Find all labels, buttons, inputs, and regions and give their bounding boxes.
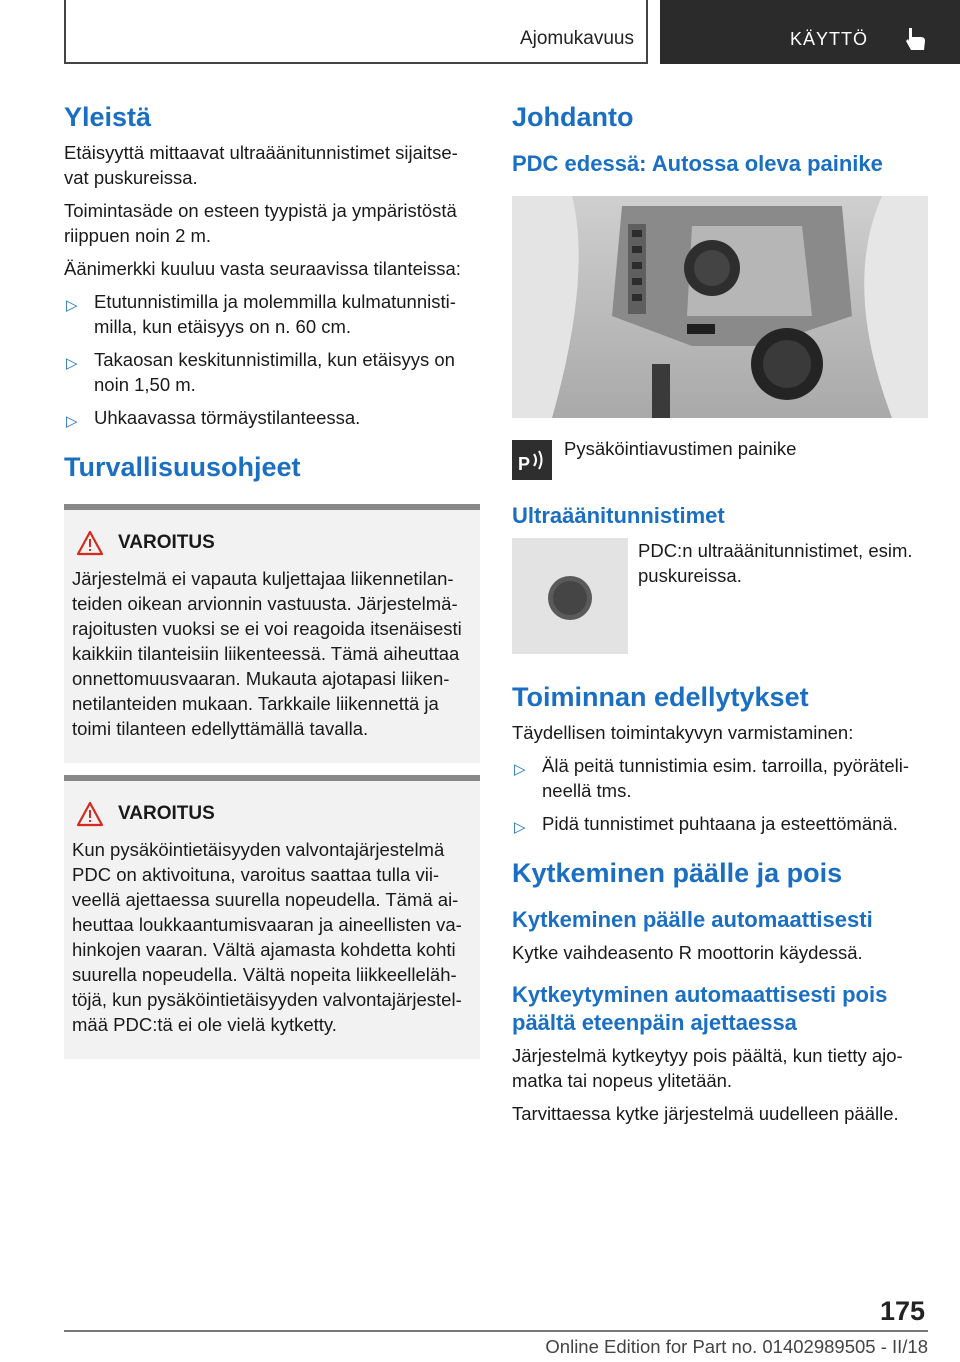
triangle-bullet-icon: ▷ (514, 761, 526, 778)
sensors-text: PDC:n ultraäänitunnistimet, esim. puskureissa. (638, 540, 913, 586)
header-chapter-label: KÄYTTÖ (790, 29, 869, 49)
list-item: ▷ Uhkaavassa törmäystilanteessa. (64, 405, 480, 430)
list-item: ▷ Takaosan keskitunnistimilla, kun etäisyys on noin 1,50 m. (66, 349, 455, 395)
page-header (0, 0, 960, 66)
heading-requirements: Toiminnan edellytykset (512, 682, 809, 712)
center-console-image (512, 196, 928, 418)
auto-off-text-1: Järjestelmä kytkeytyy pois päältä, kun tietty ajo-matka tai nopeus ylitetään. (512, 1045, 903, 1091)
paragraph-range: Toimintasäde on esteen tyypistä ja ympäristöstä riippuen noin 2 m. (64, 200, 457, 246)
header-section-label: Ajomukavuus (519, 28, 634, 49)
triangle-bullet-icon: ▷ (514, 819, 526, 836)
requirements-intro: Täydellisen toimintakyvyn varmistaminen: (512, 722, 854, 743)
auto-off-text-2: Tarvittaessa kytke järjestelmä uudelleen päälle. (512, 1103, 899, 1124)
heading-pdc-front: PDC edessä: Autossa oleva painike (512, 151, 883, 176)
heading-auto-on: Kytkeminen päälle automaattisesti (512, 907, 873, 932)
triangle-bullet-icon: ▷ (66, 297, 78, 314)
heading-general: Yleistä (64, 102, 152, 132)
warning-title-1: VAROITUS (72, 528, 472, 558)
sensor-figure-row (512, 538, 928, 654)
header-section-box (64, 0, 648, 64)
paragraph-signal-intro: Äänimerkki kuuluu vasta seuraavissa tilanteissa: (64, 258, 461, 279)
heading-sensors: Ultraäänitunnistimet (512, 503, 725, 528)
list-item: ▷ Etutunnistimilla ja molemmilla kulmatunnisti-milla, kun etäisyys on n. 60 cm. (66, 291, 456, 337)
svg-text:P: P (518, 454, 531, 474)
warning-text-2: Kun pysäköintietäisyyden valvontajärjestelmä PDC on aktivoituna, varoitus saattaa tulla vii-veellä ajettaessa suurella nopeudella. Tämä ai-heuttaa loukkaantumisvaaran ja aineellisten va-hinkojen vaaran. Vältä ajamasta kohdetta kohti suurella nopeudella. Vältä nopeita liikkeelleläh-töjä, kun pysäköintietäisyyden valvontajärjestel-mää PDC:tä ei ole vielä kytketty. (72, 839, 462, 1035)
heading-on-off: Kytkeminen päälle ja pois (512, 858, 843, 888)
header-chapter-box (660, 0, 960, 64)
warning-triangle-icon (76, 801, 104, 827)
hand-pointer-icon (900, 24, 930, 54)
paragraph-sensors-location: Etäisyyttä mittaavat ultraäänitunnistimet sijaitse-vat puskureissa. (64, 142, 458, 188)
warning-triangle-icon (76, 530, 104, 556)
right-column (512, 100, 928, 1126)
list-item: ▷ Älä peitä tunnistimia esim. tarroilla, pyöräteli-neellä tms. (514, 755, 910, 801)
auto-on-text: Kytke vaihdeasento R moottorin käydessä. (512, 942, 863, 963)
signal-bullet-list (64, 289, 480, 430)
heading-intro: Johdanto (512, 102, 634, 132)
triangle-bullet-icon: ▷ (66, 413, 78, 430)
requirements-bullet-list (512, 753, 928, 836)
left-column (64, 100, 480, 1059)
warning-title-2: VAROITUS (72, 799, 472, 829)
warning-box-1 (64, 504, 480, 763)
pdc-button-caption-row (512, 436, 928, 476)
heading-safety: Turvallisuusohjeet (64, 452, 301, 482)
footer-divider (64, 1330, 928, 1332)
ultrasonic-sensor-image (512, 538, 628, 654)
footer-edition: Online Edition for Part no. 01402989505 - II/18 (545, 1336, 928, 1357)
warning-text-1: Järjestelmä ei vapauta kuljettajaa liikennetilan-teiden oikean arvionnin vastuusta. Järjestelmä-rajoitusten vuoksi se ei voi reagoida itsenäisesti kaikkiin tilanteisiin liikenteessä. Tämä aiheuttaa onnettomuusvaaran. Mukauta ajotapasi liiken-netilanteiden mukaan. Tarkkaile liikennettä ja toimi tilanteen edellyttämällä tavalla. (72, 568, 462, 739)
pdc-button-caption: Pysäköintiavustimen painike (564, 438, 797, 459)
warning-box-2 (64, 775, 480, 1059)
page-number: 175 (880, 1296, 926, 1326)
triangle-bullet-icon: ▷ (66, 355, 78, 372)
heading-auto-off: Kytkeytyminen automaattisesti pois päältä eteenpäin ajettaessa (512, 982, 888, 1035)
pdc-button-icon (512, 440, 552, 480)
list-item: ▷ Pidä tunnistimet puhtaana ja esteettömänä. (512, 811, 928, 836)
